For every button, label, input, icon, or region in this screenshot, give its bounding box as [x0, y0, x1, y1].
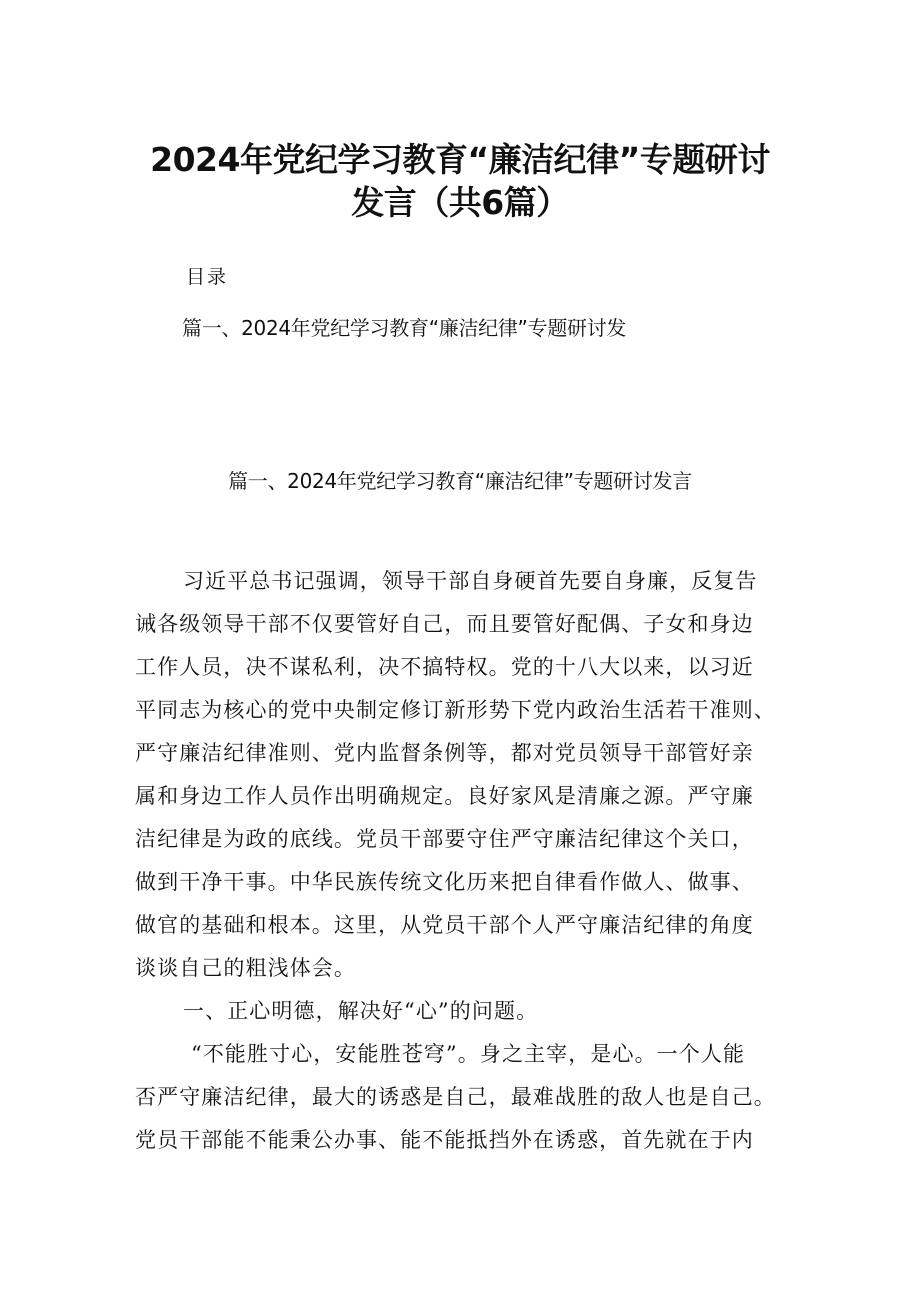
section-heading: 篇一、2024年党纪学习教育“廉洁纪律”专题研讨发言 [228, 469, 692, 493]
body-line: 平同志为核心的党中央制定修订新形势下党内政治生活若干准则、 [135, 698, 776, 722]
body-line: “不能胜寸心，安能胜苍穹”。身之主宰，是心。一个人能 [191, 1042, 746, 1066]
body-line: 严守廉洁纪律准则、党内监督条例等，都对党员领导干部管好亲 [135, 741, 754, 765]
body-line: 洁纪律是为政的底线。党员干部要守住严守廉洁纪律这个关口， [135, 827, 754, 851]
body-line: 否严守廉洁纪律，最大的诱惑是自己，最难战胜的敌人也是自己。 [135, 1085, 776, 1109]
body-line: 谈谈自己的粗浅体会。 [135, 956, 356, 980]
body-line: 工作人员，决不谋私利，决不搞特权。党的十八大以来，以习近 [135, 655, 754, 679]
body-line: 诫各级领导干部不仅要管好自己，而且要管好配偶、子女和身边 [135, 612, 754, 636]
body-line: 习近平总书记强调，领导干部自身硬首先要自身廉，反复告 [183, 569, 758, 593]
section-subheading: 一、正心明德，解决好“心”的问题。 [183, 999, 539, 1023]
body-line: 做到干净干事。中华民族传统文化历来把自律看作做人、做事、 [135, 870, 754, 894]
document-title-line-1: 2024年党纪学习教育“廉洁纪律”专题研讨 [150, 140, 770, 179]
toc-heading: 目录 [186, 266, 229, 288]
body-line: 做官的基础和根本。这里，从党员干部个人严守廉洁纪律的角度 [135, 913, 754, 937]
body-line: 属和身边工作人员作出明确规定。良好家风是清廉之源。严守廉 [135, 784, 754, 808]
toc-item: 篇一、2024年党纪学习教育“廉洁纪律”专题研讨发 [182, 316, 627, 340]
body-line: 党员干部能不能秉公办事、能不能抵挡外在诱惑，首先就在于内 [135, 1128, 754, 1152]
document-title-line-2: 发言（共6篇） [351, 183, 569, 222]
